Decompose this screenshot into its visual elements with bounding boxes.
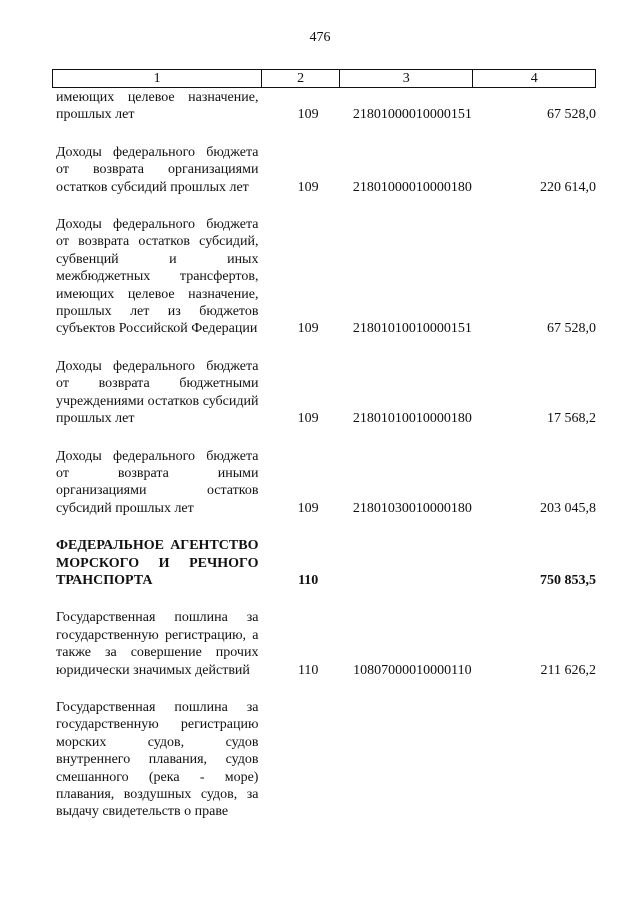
row-admin-code: 109: [297, 411, 319, 427]
agency-title: ФЕДЕРАЛЬНОЕ АГЕНТСТВО МОРСКОГО И РЕЧНОГО ТРАНСПОРТА: [56, 538, 259, 588]
row-classification-code: 21801000010000151: [352, 107, 472, 123]
row-admin-code: 110: [297, 662, 319, 678]
table-row: [52, 609, 596, 679]
row-description: Доходы федерального бюджета от возврата бюджетными учреждениями остатков субсидий прошлых лет: [56, 358, 259, 427]
table-row-agency: [52, 537, 596, 589]
table-row: [52, 216, 596, 338]
row-description: Доходы федерального бюджета от возврата организациями остатков субсидий прошлых лет: [56, 144, 259, 195]
row-description: имеющих целевое назначение, прошлых лет: [56, 90, 259, 123]
table-row: [52, 358, 596, 428]
row-amount: 67 528,0: [547, 321, 596, 337]
row-amount: 203 045,8: [540, 500, 596, 516]
row-amount: 67 528,0: [547, 107, 596, 123]
row-description: Доходы федерального бюджета от возврата остатков субсидий, субвенций и иных межбюджетных трансфертов, имеющих целевое назначение, прошлых лет из бюджетов субъектов Российской Федерации: [56, 217, 259, 337]
row-classification-code: 21801010010000180: [352, 411, 472, 427]
row-admin-code: 109: [297, 107, 319, 123]
table-row: [52, 699, 596, 821]
budget-table: [52, 89, 596, 821]
agency-total-amount: 750 853,5: [540, 572, 596, 588]
table-row: [52, 144, 596, 196]
column-header-2: 2: [262, 70, 340, 87]
column-header-1: 1: [53, 70, 262, 87]
row-admin-code: 109: [297, 179, 319, 195]
table-row: [52, 89, 596, 124]
row-classification-code: 10807000010000110: [353, 662, 472, 678]
row-classification-code: 21801010010000151: [352, 321, 472, 337]
row-amount: 211 626,2: [540, 662, 596, 678]
table-row: [52, 448, 596, 518]
page-number: 476: [309, 30, 331, 45]
row-amount: 17 568,2: [547, 411, 596, 427]
row-admin-code: 109: [297, 500, 319, 516]
row-description: Государственная пошлина за государственную регистрацию, а также за совершение прочих юридически значимых действий: [56, 610, 259, 678]
agency-admin-code: 110: [298, 572, 319, 588]
row-description: Доходы федерального бюджета от возврата иными организациями остатков субсидий прошлых лет: [56, 448, 259, 516]
row-description: Государственная пошлина за государственную регистрацию морских судов, судов внутреннего плавания, судов смешанного (река - море) плавания, воздушных судов, за выдачу свидетельств о праве: [56, 699, 259, 820]
row-admin-code: 109: [297, 321, 319, 337]
row-amount: 220 614,0: [540, 179, 596, 195]
column-header-3: 3: [340, 70, 474, 87]
row-classification-code: 21801030010000180: [352, 500, 472, 516]
column-header-4: 4: [530, 71, 538, 86]
column-header-row: [52, 69, 596, 88]
row-classification-code: 21801000010000180: [352, 179, 472, 195]
